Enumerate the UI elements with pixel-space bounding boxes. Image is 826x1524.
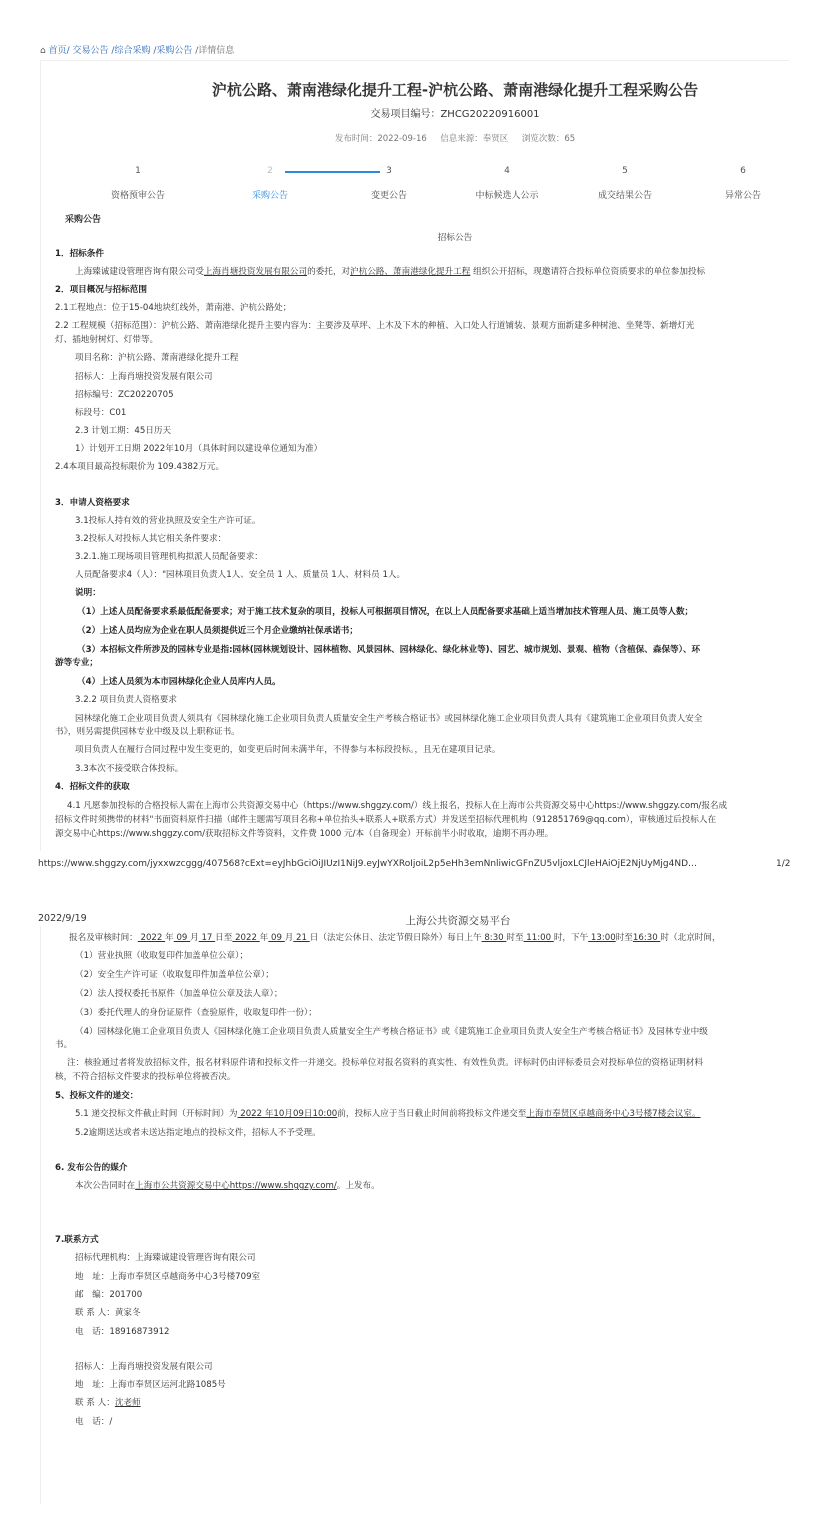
s5-l1 <box>75 1108 701 1121</box>
step-num-1: 1 <box>135 166 141 176</box>
s6-link[interactable]: 上海市公共资源交易中心https://www.shggzy.com/ <box>135 1181 337 1191</box>
note-2: 核，不符合招标文件要求的投标单位将被否决。 <box>55 1072 236 1082</box>
s2-l9: 1）计划开工日期 2022年10月（具体时间以建设单位通知为准） <box>75 444 323 454</box>
s4-l1: 4.1 凡愿参加投标的合格投标人需在上海市公共资源交易中心（https://www.shggzy.com/）线上报名，投标人在上海市公共资源交易中心https://www.shggzy.com/报名成 <box>67 801 728 811</box>
contact-person-name: 沈老师 <box>114 1398 141 1408</box>
s1-paragraph <box>75 266 705 279</box>
breadcrumb-caigou[interactable]: /采购公告 <box>153 46 193 56</box>
reg-hour-4: 16:30 <box>632 933 661 943</box>
s2-l6: 招标编号：ZC20220705 <box>75 390 174 400</box>
s2-head: 2．项目概况与招标范围 <box>55 285 147 295</box>
item-2: （2）安全生产许可证（收取复印件加盖单位公章）； <box>75 970 274 980</box>
s2-l2: 2.2 工程规模（招标范围）：沪杭公路、萧南港绿化提升主要内容为：主要涉及草坪、上木及下木的种植、入口处人行道铺装、景观方面新建多种树池、坐凳等、新增灯光 <box>55 321 695 331</box>
reg-time <box>69 932 721 945</box>
s1-text-a: 上海臻诚建设管理咨询有限公司受 <box>75 267 204 277</box>
s6-l1 <box>75 1180 380 1193</box>
s4-head: 4．招标文件的获取 <box>55 782 130 792</box>
reg-t7: 时至 <box>506 933 524 943</box>
print-footer <box>38 859 790 873</box>
tab-result[interactable]: 成交结果公告 <box>597 191 652 201</box>
reg-t9: 时至 <box>615 933 633 943</box>
reg-hour-3: 13:00 <box>588 933 616 943</box>
s3-l5: 3.2.2 项目负责人资格要求 <box>75 695 177 705</box>
s3-b3: （3）本招标文件所涉及的园林专业是指:园林(园林规划设计、园林植物、风景园林、园林绿化、绿化林业等)、园艺、城市规划、景观、植物（含植保、森保等）、环 <box>77 645 701 655</box>
item-4: （3）委托代理人的身份证原件（查验原件，收取复印件一份）； <box>75 1008 317 1018</box>
item-3: （2）法人授权委托书原件（加盖单位公章及法人章）； <box>75 989 283 999</box>
step-num-3: 3 <box>386 166 392 176</box>
s5-l2: 5.2逾期送达或者未送达指定地点的投标文件，招标人不予受理。 <box>75 1128 321 1138</box>
reg-day-1: 17 <box>198 933 216 943</box>
s3-l6: 园林绿化施工企业项目负责人须具有《园林绿化施工企业项目负责人质量安全生产考核合格证书》或园林绿化施工企业项目负责人具有《建筑施工企业项目负责人安全 <box>75 714 703 724</box>
s3-l7: 书》，则另需提供园林专业中级及以上职称证书。 <box>55 727 240 737</box>
view-count: 浏览次数：65 <box>521 134 576 144</box>
contact-agency-phone: 电 话：18916873912 <box>75 1327 170 1337</box>
s1-tenderer: 上海肖塘投资发展有限公司 <box>203 267 308 277</box>
publish-time: 发布时间：2022-09-16 <box>334 134 427 144</box>
reg-t5: 月 <box>284 933 294 943</box>
s3-l9: 3.3本次不接受联合体投标。 <box>75 764 184 774</box>
breadcrumb-home[interactable]: 首页/ <box>48 46 70 56</box>
note-1: 注：核验通过者将发放招标文件，报名材料原件请和投标文件一并递交。投标单位对报名资料的真实性、有效性负责。评标时仍由评标委员会对投标单位的资格证明材料 <box>67 1058 703 1068</box>
reg-t4: 年 <box>259 933 269 943</box>
s5-text-a: 5.1 递交投标文件截止时间（开标时间）为 <box>75 1109 238 1119</box>
reg-hour-2: 11:00 <box>523 933 554 943</box>
s2-l8: 2.3 计划工期：45日历天 <box>75 426 172 436</box>
step-progress-line <box>285 171 380 173</box>
section-title: 采购公告 <box>65 215 102 225</box>
s3-note: 说明： <box>75 588 101 598</box>
s3-l3: 3.2.1.施工现场项目管理机构拟派人员配备要求： <box>75 552 263 562</box>
s5-text-c: 前，投标人应于当日截止时间前将投标文件递交至 <box>337 1109 527 1119</box>
reg-t1: 年 <box>165 933 174 943</box>
s3-b1: （1）上述人员配备要求系最低配备要求；对于施工技术复杂的项目，投标人可根据项目情况，在以上人员配备要求基础上适当增加技术管理人员、施工员等人数； <box>77 607 694 617</box>
home-icon[interactable]: ⌂ <box>40 46 46 56</box>
item-5b: 书。 <box>55 1040 73 1050</box>
step-num-2: 2 <box>267 166 273 176</box>
tab-procurement[interactable]: 采购公告 <box>251 191 288 201</box>
s3-head: 3．申请人资格要求 <box>55 498 130 508</box>
print-date: 2022/9/19 <box>38 913 87 924</box>
s3-b4: （4）上述人员须为本市园林绿化企业人员库内人员。 <box>77 677 281 687</box>
s2-l3: 灯、插地射树灯、灯带等。 <box>55 335 159 345</box>
reg-t10: 时（北京时间， <box>660 933 721 943</box>
reg-day-2: 21 <box>293 933 310 943</box>
reg-t6: 日（法定公休日、法定节假日除外）每日上午 <box>309 933 482 943</box>
s2-l7: 标段号：C01 <box>75 408 127 418</box>
s4-l2: 招标文件时须携带的材料"书面资料原件扫描（邮件主题需写项目名称+单位抬头+联系人+联系方式）并发送至招标代理机构（912851769@qq.com），审核通过后投标人在 <box>55 815 717 825</box>
meta-line <box>0 132 826 144</box>
s2-l5: 招标人：上海肖塘投资发展有限公司 <box>75 372 213 382</box>
tab-abnormal[interactable]: 异常公告 <box>724 191 761 201</box>
reg-t8: 时，下午 <box>553 933 589 943</box>
s1-head: 1．招标条件 <box>55 249 104 259</box>
breadcrumb-detail: /详情信息 <box>195 46 235 56</box>
s3-l4: 人员配备要求4（人）："园林项目负责人1人、安全员 1 人、质量员 1人、材料员 1人。 <box>75 570 406 580</box>
contact-agency: 招标代理机构：上海臻诚建设管理咨询有限公司 <box>75 1253 256 1263</box>
s2-l4: 项目名称：沪杭公路、萧南港绿化提升工程 <box>75 353 239 363</box>
s3-l8: 项目负责人在履行合同过程中发生变更的，如变更后时间未满半年，不得参与本标段投标。，且无在建项目记录。 <box>75 745 501 755</box>
s6-text-a: 本次公告同时在 <box>75 1181 136 1191</box>
s3-b3b: 游等专业； <box>55 658 98 668</box>
s3-l2: 3.2投标人对投标人其它相关条件要求： <box>75 534 227 544</box>
s6-head: 6. 发布公告的媒介 <box>55 1163 128 1173</box>
tab-change[interactable]: 变更公告 <box>370 191 407 201</box>
s6-text-c: 。上发布。 <box>336 1181 380 1191</box>
s5-deadline: 2022 年10月09日10:00 <box>237 1109 338 1119</box>
item-5: （4）园林绿化施工企业项目负责人《园林绿化施工企业项目负责人质量安全生产考核合格证书》或《建筑施工企业项目负责人安全生产考核合格证书》及园林专业中级 <box>75 1027 708 1037</box>
s1-text-c: 的委托，对 <box>307 267 351 277</box>
contact-tenderer: 招标人：上海肖塘投资发展有限公司 <box>75 1362 213 1372</box>
step-num-5: 5 <box>622 166 628 176</box>
print-site-title: 上海公共资源交易平台 <box>405 915 511 927</box>
tab-candidate[interactable]: 中标候选人公示 <box>475 191 539 201</box>
s3-l1: 3.1投标人持有效的营业执照及安全生产许可证。 <box>75 516 261 526</box>
page-2-content <box>55 930 789 1490</box>
page-1-content <box>55 248 789 848</box>
page-url[interactable]: https://www.shggzy.com/jyxxwzcggg/407568?cExt=eyJhbGciOiJIUzI1NiJ9.eyJwYXRoIjoiL2p5eHh3emNnliwicGFnZU5vljoxLCJleHAiOjE2NjUyMjg4ND… <box>38 859 698 869</box>
reg-year-2: 2022 <box>232 933 260 943</box>
reg-month-1: 09 <box>173 933 191 943</box>
contact-tenderer-address: 地 址：上海市奉贤区运河北路1085号 <box>75 1380 226 1390</box>
page-title: 沪杭公路、萧南港绿化提升工程-沪杭公路、萧南港绿化提升工程采购公告 <box>211 81 699 99</box>
contact-person-label: 联 系 人： <box>75 1398 115 1408</box>
reg-t2: 月 <box>190 933 199 943</box>
reg-year-1: 2022 <box>137 933 166 943</box>
step-num-6: 6 <box>740 166 746 176</box>
contact-agency-person: 联 系 人：黄家冬 <box>75 1308 141 1318</box>
page-number: 1/2 <box>776 859 791 869</box>
s1-text-e: 组织公开招标，现邀请符合投标单位资质要求的单位参加投标 <box>470 267 706 277</box>
breadcrumb-jiaoyi[interactable]: 交易公告 <box>72 46 109 56</box>
s3-b2: （2）上述人员均应为企业在职人员须提供近三个月企业缴纳社保承诺书； <box>77 626 358 636</box>
info-source: 信息来源：奉贤区 <box>440 134 509 144</box>
item-1: （1）营业执照（收取复印件加盖单位公章）； <box>75 951 249 961</box>
reg-hour-1: 8:30 <box>481 933 507 943</box>
s1-project: 沪杭公路、萧南港绿化提升工程 <box>350 267 471 277</box>
breadcrumb <box>40 43 234 56</box>
s7-head: 7.联系方式 <box>55 1235 99 1245</box>
step-num-4: 4 <box>504 166 510 176</box>
breadcrumb-zonghe[interactable]: /综合采购 <box>111 46 151 56</box>
contact-tenderer-person <box>75 1397 141 1410</box>
reg-label: 报名及审核时间： <box>69 933 138 943</box>
s5-location: 上海市奉贤区卓越商务中心3号楼7楼会议室。 <box>526 1109 701 1119</box>
contact-agency-address: 地 址：上海市奉贤区卓越商务中心3号楼709室 <box>75 1272 261 1282</box>
project-number: 交易项目编号：ZHCG20220916001 <box>370 109 540 120</box>
contact-tenderer-phone: 电 话：/ <box>75 1417 113 1427</box>
tab-prequalification[interactable]: 资格预审公告 <box>110 191 165 201</box>
s2-l1: 2.1工程地点：位于15-04地块红线外，萧南港、沪杭公路处； <box>55 303 292 313</box>
s5-head: 5、投标文件的递交： <box>55 1091 139 1101</box>
reg-t3: 日至 <box>215 933 233 943</box>
s4-l3: 源交易中心https://www.shggzy.com/获取招标文件等资料，文件费 1000 元/本（自备现金）开标前半小时收取，逾期不再办理。 <box>55 829 554 839</box>
s2-l10: 2.4本项目最高投标限价为 109.4382万元。 <box>55 462 225 472</box>
reg-month-2: 09 <box>268 933 285 943</box>
contact-agency-zip: 邮 编：201700 <box>75 1290 143 1300</box>
notice-heading: 招标公告 <box>437 233 473 243</box>
